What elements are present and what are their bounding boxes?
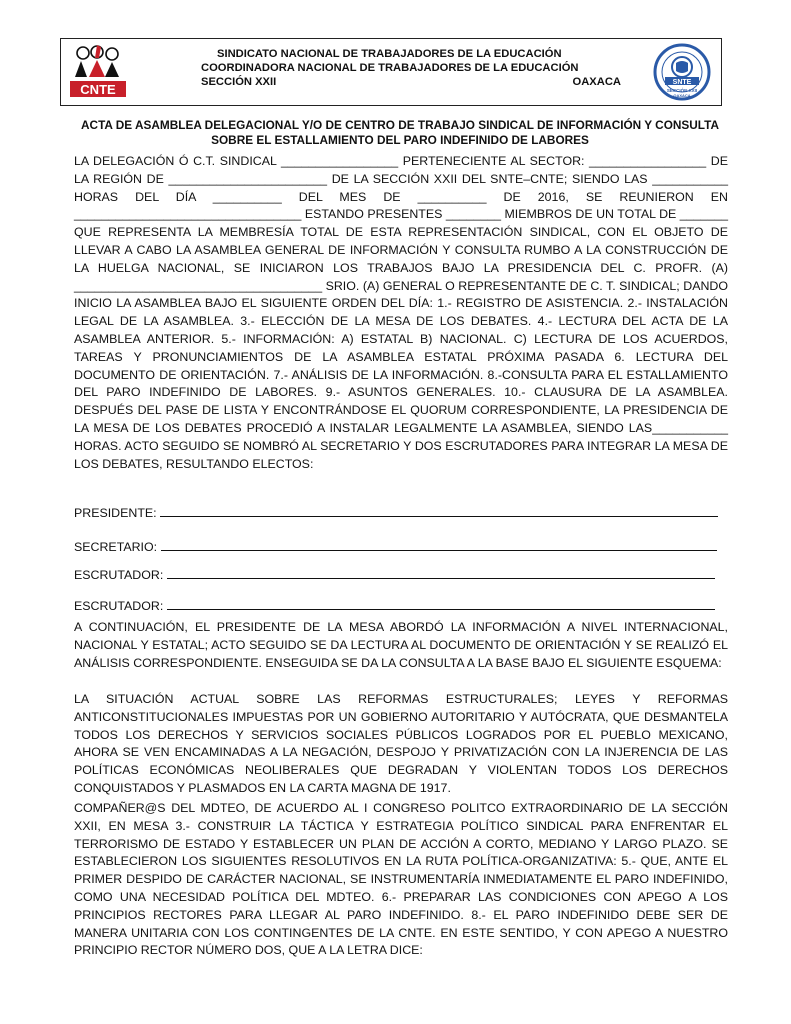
- signature-label: ESCRUTADOR:: [74, 599, 164, 613]
- svg-text:CNTE: CNTE: [80, 82, 116, 97]
- opening-paragraph: LA DELEGACIÓN Ó C.T. SINDICAL _________________ PERTENECIENTE AL SECTOR: _________________ DE LA REGIÓN DE _______________________ DE LA SECCIÓN XXII DEL SNTE–CNTE; SIENDO LAS ___________ HORAS DEL DÍA __________ DEL MES DE __________ DE 2016, SE REUNIERON EN _________________________________ ESTANDO PRESENTES ________ MIEMBROS DE UN TOTAL DE _______ QUE REPRESENTA LA MEMBRESÍA TOTAL DE ESTA REPRESENTACIÓN SINDICAL, CON EL OBJETO DE LLEVAR A CABO LA ASAMBLEA GENERAL DE INFORMACIÓN Y CONSULTA RUMBO A LA CONSTRUCCIÓN DE LA HUELGA NACIONAL, SE INICIARON LOS TRABAJOS BAJO LA PRESIDENCIA DEL C. PROFR. (A) ____________________________________ SRIO. (A) GENERAL O REPRESENTANTE DE C. T. SINDICAL; DANDO INICIO LA ASAMBLEA BAJO EL SIGUIENTE ORDEN DEL DÍA: 1.- REGISTRO DE ASISTENCIA. 2.- INSTALACIÓN LEGAL DE LA ASAMBLEA. 3.- ELECCIÓN DE LA MESA DE LOS DEBATES. 4.- LECTURA DEL ACTA DE LA ASAMBLEA ANTERIOR. 5.- INFORMACIÓN: A) ESTATAL B) NACIONAL. C) LECTURA DE LOS ACUERDOS, TAREAS Y PRONUNCIAMIENTOS DE LA ASAMBLEA ESTATAL PRÓXIMA PASADA 6. LECTURA DEL DOCUMENTO DE ORIENTACIÓN. 7.- ANÁLISIS DE LA INFORMACIÓN. 8.-CONSULTA PARA EL ESTALLAMIENTO DEL PARO INDEFINIDO DE LABORES. 9.- ASUNTOS GENERALES. 10.- CLAUSURA DE LA ASAMBLEA. DESPUÉS DEL PASE DE LISTA Y ENCONTRÁNDOSE EL QUORUM CORRESPONDIENTE, LA PRESIDENCIA DE LA MESA DE LOS DEBATES PROCEDIÓ A INSTALAR LEGALMENTE LA ASAMBLEA, SIENDO LAS___________ HORAS. ACTO SEGUIDO SE NOMBRÓ AL SECRETARIO Y DOS ESCRUTADORES PARA INTEGRAR LA MESA DE LOS DEBATES, RESULTANDO ELECTOS:: [74, 154, 728, 471]
- document-title: ACTA DE ASAMBLEA DELEGACIONAL Y/O DE CENTRO DE TRABAJO SINDICAL DE INFORMACIÓN Y CONSULTA SOBRE EL ESTALLAMIENTO DEL PARO INDEFINIDO DE LABORES: [81, 118, 719, 147]
- signature-rule: [167, 597, 715, 610]
- document-header: [60, 38, 722, 106]
- signature-rule: [167, 566, 715, 579]
- union-name: SINDICATO NACIONAL DE TRABAJADORES DE LA EDUCACIÓN: [217, 48, 562, 60]
- coordinator-name: COORDINADORA NACIONAL DE TRABAJADORES DE LA EDUCACIÓN: [201, 62, 579, 74]
- scrutineer-2-signature-line[interactable]: [74, 597, 715, 614]
- state-label: OAXACA: [572, 76, 621, 88]
- svg-text:SECCIÓN XXII: SECCIÓN XXII: [666, 88, 698, 93]
- president-signature-line[interactable]: [74, 504, 718, 521]
- congress-paragraph: COMPAÑER@S DEL MDTEO, DE ACUERDO AL I CONGRESO POLITCO EXTRAORDINARIO DE LA SECCIÓN XXII, EN MESA 3.- CONSTRUIR LA TÁCTICA Y ESTRATEGIA POLÍTICO SINDICAL PARA ENFRENTAR EL TERRORISMO DE ESTADO Y ESTABLECER UN PLAN DE ACCIÓN A CORTO, MEDIANO Y LARGO PLAZO. SE ESTABLECIERON LOS SIGUIENTES RESOLUTIVOS EN LA RUTA POLÍTICA-ORGANIZATIVA: 5.- QUE, ANTE EL PRIMER DESPIDO DE CARÁCTER NACIONAL, SE INSTRUMENTARÍA INMEDIATAMENTE EL PARO INDEFINIDO, COMO UNA NECESIDAD POLÍTICA DEL MDTEO. 6.- PREPARAR LAS CONDICIONES CON APEGO A LOS PRINCIPIOS RECTORES PARA LLEGAR AL PARO INDEFINIDO. 8.- EL PARO INDEFINIDO DEBE SER DE MANERA UNITARIA CON LOS CONTINGENTES DE LA CNTE. EN ESTE SENTIDO, Y CON APEGO A NUESTRO PRINCIPIO RECTOR NÚMERO DOS, QUE A LA LETRA DICE:: [74, 801, 728, 958]
- signature-rule: [160, 504, 718, 517]
- svg-text:OAXACA: OAXACA: [673, 93, 691, 98]
- organization-block: [201, 47, 621, 89]
- signature-label: ESCRUTADOR:: [74, 568, 164, 582]
- cnte-logo-icon: [67, 43, 129, 101]
- snte-seal-icon: [651, 43, 713, 101]
- secretary-signature-line[interactable]: [74, 538, 717, 555]
- svg-text:SNTE: SNTE: [672, 79, 692, 86]
- section-label: SECCIÓN XXII: [201, 76, 277, 88]
- signature-rule: [161, 538, 717, 551]
- scrutineer-1-signature-line[interactable]: [74, 566, 715, 583]
- signature-label: SECRETARIO:: [74, 540, 158, 554]
- situation-paragraph: LA SITUACIÓN ACTUAL SOBRE LAS REFORMAS ESTRUCTURALES; LEYES Y REFORMAS ANTICONSTITUCIONALES IMPUESTAS POR UN GOBIERNO AUTORITARIO Y AUTÓCRATA, QUE DESMANTELA TODOS LOS DERECHOS Y SERVICIOS SOCIALES PÚBLICOS LOGRADOS POR EL PUEBLO MEXICANO, AHORA SE VEN ENCAMINADAS A LA NEGACIÓN, DESPOJO Y PRIVATIZACIÓN CON LA INJERENCIA DE LAS POLÍTICAS ECONÓMICAS NEOLIBERALES QUE DEGRADAN Y VIOLENTAN TODOS LOS DERECHOS CONQUISTADOS Y PLASMADOS EN LA CARTA MAGNA DE 1917.: [74, 692, 728, 795]
- signature-label: PRESIDENTE:: [74, 506, 157, 520]
- information-paragraph: A CONTINUACIÓN, EL PRESIDENTE DE LA MESA ABORDÓ LA INFORMACIÓN A NIVEL INTERNACIONAL, NACIONAL Y ESTATAL; ACTO SEGUIDO SE DA LECTURA AL DOCUMENTO DE ORIENTACIÓN Y SE REALIZÓ EL ANÁLISIS CORRESPONDIENTE. ENSEGUIDA SE DA LA CONSULTA A LA BASE BAJO EL SIGUIENTE ESQUEMA:: [74, 620, 728, 670]
- section-line: [201, 75, 621, 89]
